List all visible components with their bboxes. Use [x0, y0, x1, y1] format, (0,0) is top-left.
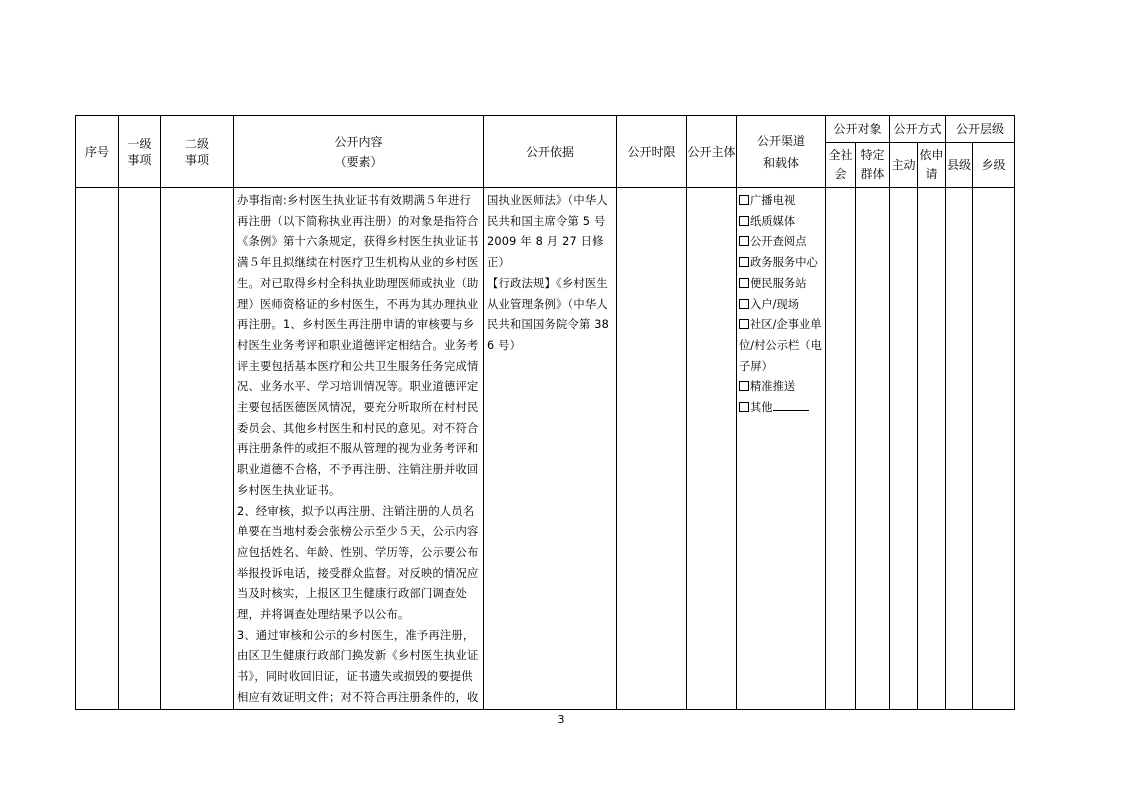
channel-item: 纸质媒体 — [739, 212, 825, 233]
header-level: 公开层级 — [946, 116, 1015, 143]
header-method: 公开方式 — [890, 116, 946, 143]
header-content: 公开内容 （要素） — [234, 116, 484, 188]
disclosure-table — [75, 115, 1015, 710]
cell-method-active — [890, 188, 918, 710]
cell-basis — [484, 188, 617, 710]
header-time-limit: 公开时限 — [617, 116, 687, 188]
cell-object-specific — [856, 188, 890, 710]
cell-level-township — [973, 188, 1015, 710]
header-basis: 公开依据 — [484, 116, 617, 188]
channel-item: 其他 — [739, 398, 825, 419]
cell-level-county — [946, 188, 973, 710]
basis-paragraph-1: 国执业医师法》（中华人民共和国主席令第 5 号 2009 年 8 月 27 日修正） — [487, 194, 608, 270]
header-method-active: 主动 — [890, 143, 918, 188]
channel-item: 精准推送 — [739, 377, 825, 398]
checkbox-icon — [739, 319, 749, 329]
channel-item: 广播电视 — [739, 191, 825, 212]
channel-item: 政务服务中心 — [739, 253, 825, 274]
cell-level2 — [161, 188, 234, 710]
checkbox-icon — [739, 381, 749, 391]
header-level1: 一级 事项 — [119, 116, 161, 188]
content-paragraph-1: 办事指南:乡村医生执业证书有效期满５年进行再注册（以下简称执业再注册）的对象是指符合《条例》第十六条规定，获得乡村医生执业证书满５年且拟继续在村医疗卫生机构从业的乡村医生。对已取得乡村全科执业助理医师或执业（助理）医师资格证的乡村医生，不再为其办理执业再注册。1、乡村医生再注册申请的审核要与乡村医生业务考评和职业道德评定相结合。业务考评主要包括基本医疗和公共卫生服务任务完成情况、业务水平、学习培训情况等。职业道德评定主要包括医德医风情况，要充分听取所在村村民委员会、其他乡村医生和村民的意见。对不符合再注册条件的或拒不服从管理的视为业务考评和职业道德不合格，不予再注册、注销注册并收回乡村医生执业证书。 — [237, 194, 479, 497]
channel-item: 便民服务站 — [739, 274, 825, 295]
checkbox-icon — [739, 257, 749, 267]
header-channel: 公开渠道 和载体 — [737, 116, 826, 188]
content-paragraph-3: 3、通过审核和公示的乡村医生，准予再注册，由区卫生健康行政部门换发新《乡村医生执业证书》，同时收回旧证，证书遗失或损毁的要提供相应有效证明文件；对不符合再注册条件的，收 — [237, 628, 479, 704]
checkbox-icon — [739, 216, 749, 226]
fill-blank-line — [773, 398, 809, 411]
cell-level1 — [119, 188, 161, 710]
cell-object-all — [826, 188, 856, 710]
header-level-township: 乡级 — [973, 143, 1015, 188]
channel-item: 社区/企事业单位/村公示栏（电子屏） — [739, 318, 822, 373]
checkbox-icon — [739, 236, 749, 246]
checkbox-icon — [739, 195, 749, 205]
cell-channel — [737, 188, 826, 710]
checkbox-icon — [739, 402, 749, 412]
cell-time-limit — [617, 188, 687, 710]
header-object-all: 全社 会 — [826, 143, 856, 188]
checkbox-icon — [739, 278, 749, 288]
channel-item: 公开查阅点 — [739, 232, 825, 253]
header-subject: 公开主体 — [687, 116, 737, 188]
content-paragraph-2: 2、经审核，拟予以再注册、注销注册的人员名单要在当地村委会张榜公示至少５天，公示内容应包括姓名、年龄、性别、学历等，公示要公布举报投诉电话，接受群众监督。对反映的情况应当及时核实，上报区卫生健康行政部门调查处理，并将调查处理结果予以公布。 — [237, 504, 479, 622]
header-object: 公开对象 — [826, 116, 890, 143]
basis-paragraph-2: 【行政法规】《乡村医生从业管理条例》（中华人民共和国国务院令第 386 号） — [487, 276, 610, 352]
cell-subject — [687, 188, 737, 710]
page-number: 3 — [557, 713, 565, 726]
checkbox-icon — [739, 299, 749, 309]
header-level-county: 县级 — [946, 143, 973, 188]
header-object-specific: 特定 群体 — [856, 143, 890, 188]
header-seq: 序号 — [76, 116, 119, 188]
header-level2: 二级 事项 — [161, 116, 234, 188]
cell-method-apply — [918, 188, 946, 710]
header-method-apply: 依申 请 — [918, 143, 946, 188]
cell-seq — [76, 188, 119, 710]
cell-content — [234, 188, 484, 710]
channel-item: 入户/现场 — [739, 295, 825, 316]
